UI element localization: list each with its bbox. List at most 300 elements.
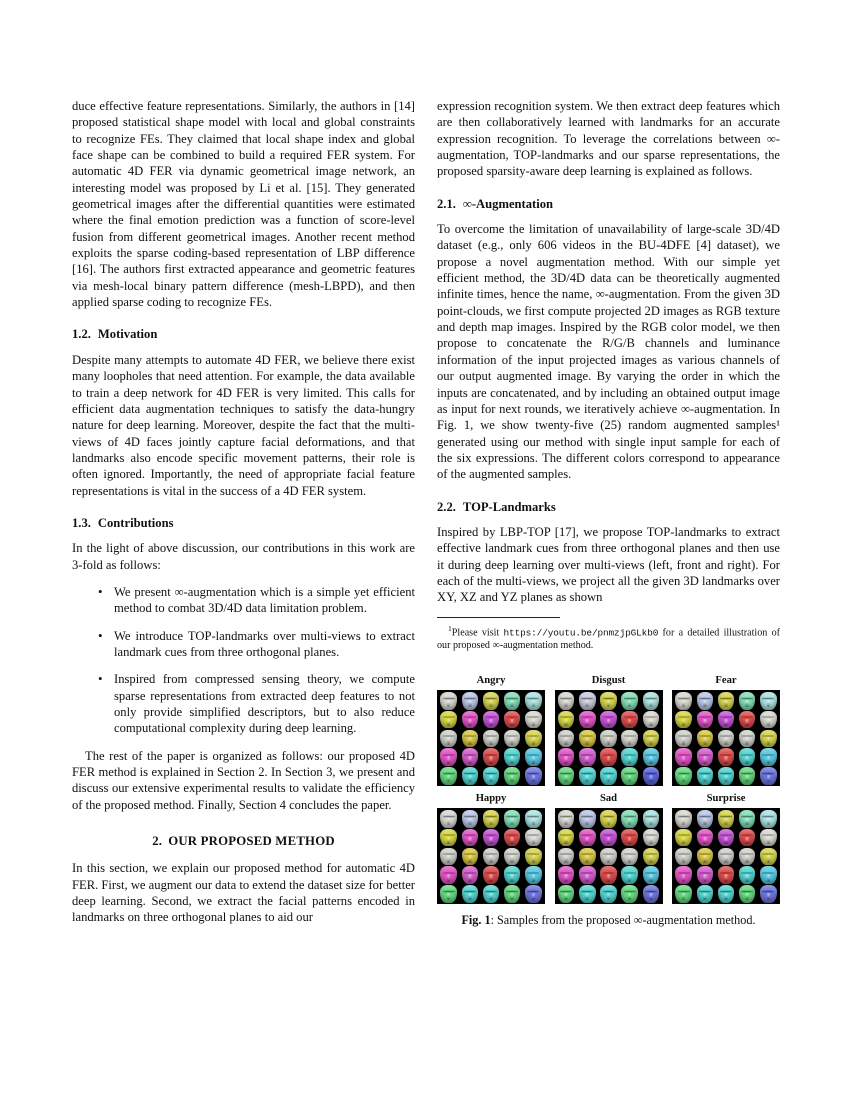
augmented-sample-cell <box>737 828 758 847</box>
augmented-sample-cell <box>598 748 619 767</box>
face-thumbnail <box>621 829 638 847</box>
augmented-sample-cell <box>556 767 577 786</box>
augmented-sample-cell <box>480 691 501 710</box>
augmented-sample-cell <box>577 710 598 729</box>
augmented-sample-cell <box>694 885 715 904</box>
figure-panel-angry <box>437 674 545 786</box>
face-thumbnail <box>579 711 596 729</box>
face-thumbnail <box>483 866 500 884</box>
footnote <box>437 622 780 653</box>
figure-row-bottom <box>437 792 780 904</box>
face-thumbnail <box>697 748 714 766</box>
augmented-sample-cell <box>480 866 501 885</box>
augmented-sample-cell <box>438 729 459 748</box>
face-thumbnail <box>600 711 617 729</box>
face-thumbnail <box>643 730 660 748</box>
face-thumbnail <box>440 885 457 903</box>
augmented-sample-cell <box>556 710 577 729</box>
figure-panel-sad <box>555 792 663 904</box>
sample-grid <box>672 690 780 786</box>
augmented-sample-cell <box>619 885 640 904</box>
face-thumbnail <box>504 848 521 866</box>
face-thumbnail <box>697 810 714 828</box>
face-thumbnail <box>579 848 596 866</box>
augmented-sample-cell <box>598 866 619 885</box>
face-thumbnail <box>483 730 500 748</box>
face-thumbnail <box>440 767 457 785</box>
augmented-sample-cell <box>640 691 661 710</box>
section-heading-contributions <box>72 515 415 531</box>
face-thumbnail <box>697 692 714 710</box>
augmented-sample-cell <box>737 809 758 828</box>
face-thumbnail <box>675 829 692 847</box>
face-thumbnail <box>600 866 617 884</box>
augmented-sample-cell <box>737 847 758 866</box>
face-thumbnail <box>621 848 638 866</box>
face-thumbnail <box>643 810 660 828</box>
face-thumbnail <box>643 767 660 785</box>
augmented-sample-cell <box>577 828 598 847</box>
augmented-sample-cell <box>758 767 779 786</box>
face-thumbnail <box>483 767 500 785</box>
augmented-sample-cell <box>459 748 480 767</box>
list-item <box>98 628 415 661</box>
face-thumbnail <box>462 748 479 766</box>
augmented-sample-cell <box>737 729 758 748</box>
two-column-layout <box>72 98 780 929</box>
face-thumbnail <box>440 810 457 828</box>
section-title: Contributions <box>97 515 174 530</box>
section-title: Motivation <box>97 327 158 342</box>
face-thumbnail <box>483 848 500 866</box>
face-thumbnail <box>718 692 735 710</box>
augmented-sample-cell <box>502 710 523 729</box>
panel-title: Angry <box>476 675 506 687</box>
face-thumbnail <box>600 730 617 748</box>
face-thumbnail <box>483 711 500 729</box>
face-thumbnail <box>621 767 638 785</box>
augmented-sample-cell <box>480 729 501 748</box>
face-thumbnail <box>525 848 542 866</box>
face-thumbnail <box>525 711 542 729</box>
face-thumbnail <box>558 810 575 828</box>
augmented-sample-cell <box>438 767 459 786</box>
augmented-sample-cell <box>438 847 459 866</box>
face-thumbnail <box>600 767 617 785</box>
face-thumbnail <box>643 885 660 903</box>
augmented-sample-cell <box>640 767 661 786</box>
face-thumbnail <box>675 730 692 748</box>
footnote-text-before: Please visit <box>451 626 504 638</box>
augmented-sample-cell <box>619 828 640 847</box>
augmented-sample-cell <box>502 767 523 786</box>
list-item-text: We present ∞-augmentation which is a simple yet efficient method to combat 3D/4D data limitation problem. <box>114 584 415 616</box>
panel-title: Disgust <box>591 675 626 687</box>
panel-title: Fear <box>715 675 737 687</box>
face-thumbnail <box>675 810 692 828</box>
face-thumbnail <box>675 885 692 903</box>
augmented-sample-cell <box>459 885 480 904</box>
section-title: TOP-Landmarks <box>462 499 556 514</box>
list-item <box>98 671 415 736</box>
augmented-sample-cell <box>598 809 619 828</box>
face-thumbnail <box>621 748 638 766</box>
augmented-sample-cell <box>438 691 459 710</box>
face-thumbnail <box>525 692 542 710</box>
face-thumbnail <box>718 848 735 866</box>
augmented-sample-cell <box>523 847 544 866</box>
face-thumbnail <box>621 866 638 884</box>
augmented-sample-cell <box>577 866 598 885</box>
face-thumbnail <box>760 829 777 847</box>
face-thumbnail <box>525 866 542 884</box>
augmented-sample-cell <box>758 691 779 710</box>
face-thumbnail <box>621 810 638 828</box>
face-thumbnail <box>440 711 457 729</box>
face-thumbnail <box>739 829 756 847</box>
face-thumbnail <box>525 767 542 785</box>
face-thumbnail <box>643 748 660 766</box>
face-thumbnail <box>462 848 479 866</box>
augmented-sample-cell <box>459 691 480 710</box>
face-thumbnail <box>675 748 692 766</box>
augmented-sample-cell <box>556 729 577 748</box>
augmented-sample-cell <box>619 748 640 767</box>
augmented-sample-cell <box>598 710 619 729</box>
augmented-sample-cell <box>459 729 480 748</box>
face-thumbnail <box>739 748 756 766</box>
figure-panel-fear <box>672 674 780 786</box>
section-title: OUR PROPOSED METHOD <box>168 834 335 849</box>
face-thumbnail <box>440 829 457 847</box>
augmented-sample-cell <box>598 729 619 748</box>
augmented-sample-cell <box>640 866 661 885</box>
face-thumbnail <box>483 829 500 847</box>
section-number: 1.3. <box>72 515 91 530</box>
face-thumbnail <box>697 767 714 785</box>
face-thumbnail <box>675 866 692 884</box>
section-number: 1.2. <box>72 327 91 342</box>
augmented-sample-cell <box>619 767 640 786</box>
paragraph-top-landmarks: Inspired by LBP-TOP [17], we propose TOP-landmarks to extract effective landmark cues from three orthogonal planes and then use it during deep learning over multi-views (left, front and right). For each of the multi-views, we project all the given 3D landmarks over XY, XZ and YZ planes as shown <box>437 524 780 605</box>
footnote-url-link[interactable]: https://youtu.be/pnmzjpGLkb0 <box>503 626 659 638</box>
augmented-sample-cell <box>737 885 758 904</box>
face-thumbnail <box>600 748 617 766</box>
section-number: 2. <box>152 834 163 849</box>
augmented-sample-cell <box>694 809 715 828</box>
augmented-sample-cell <box>640 729 661 748</box>
augmented-sample-cell <box>480 828 501 847</box>
augmented-sample-cell <box>694 710 715 729</box>
face-thumbnail <box>718 885 735 903</box>
augmented-sample-cell <box>640 885 661 904</box>
augmented-sample-cell <box>577 748 598 767</box>
face-thumbnail <box>579 730 596 748</box>
augmented-sample-cell <box>459 847 480 866</box>
face-thumbnail <box>440 866 457 884</box>
section-heading-top-landmarks <box>437 499 780 515</box>
augmented-sample-cell <box>758 828 779 847</box>
face-thumbnail <box>697 866 714 884</box>
face-thumbnail <box>739 767 756 785</box>
augmented-sample-cell <box>438 885 459 904</box>
augmented-sample-cell <box>556 885 577 904</box>
augmented-sample-cell <box>502 729 523 748</box>
face-thumbnail <box>739 810 756 828</box>
panel-title: Surprise <box>706 793 746 805</box>
augmented-sample-cell <box>694 729 715 748</box>
face-thumbnail <box>558 829 575 847</box>
augmented-sample-cell <box>502 691 523 710</box>
face-thumbnail <box>525 730 542 748</box>
sample-grid <box>437 808 545 904</box>
face-thumbnail <box>504 829 521 847</box>
face-thumbnail <box>504 810 521 828</box>
paragraph-proposed-method: In this section, we explain our proposed method for automatic 4D FER. First, we augment our data to extend the dataset size for better deep learning. Second, we extract the facial patterns encoded in landmarks on three orthogonal planes to aid our <box>72 861 415 925</box>
augmented-sample-cell <box>502 828 523 847</box>
face-thumbnail <box>558 866 575 884</box>
augmented-sample-cell <box>577 691 598 710</box>
augmented-sample-cell <box>673 828 694 847</box>
augmented-sample-cell <box>758 847 779 866</box>
face-thumbnail <box>558 730 575 748</box>
face-thumbnail <box>675 692 692 710</box>
face-thumbnail <box>697 711 714 729</box>
paragraph-paper-organization: The rest of the paper is organized as follows: our proposed 4D FER method is explained in Section 2. In Section 3, we present and discuss our extensive experimental results to validate the efficiency of the proposed method. Finally, Section 4 concludes the paper. <box>72 748 415 812</box>
panel-title: Happy <box>475 793 507 805</box>
face-thumbnail <box>621 885 638 903</box>
figure-caption <box>437 913 780 929</box>
face-thumbnail <box>600 829 617 847</box>
face-thumbnail <box>697 730 714 748</box>
section-heading-proposed-method <box>72 833 415 849</box>
face-thumbnail <box>558 711 575 729</box>
paragraph-motivation: Despite many attempts to automate 4D FER, we believe there exist many loopholes that need attention. For example, the data available to train a deep network for 4D FER is very limited. This calls for efficient data augmentation techniques to satisfy the data-hungry nature for deep learning. Moreover, despite the fact that the multi-views of 4D faces jointly capture facial deformations, and that landmarks also encode specific movement patterns, their role is often ignored. Importantly, the need of appropriate facial feature representations is vital in the success of a 4D FER system. <box>72 352 415 498</box>
face-thumbnail <box>504 885 521 903</box>
augmented-sample-cell <box>619 691 640 710</box>
augmented-sample-cell <box>523 710 544 729</box>
augmented-sample-cell <box>758 748 779 767</box>
augmented-sample-cell <box>640 748 661 767</box>
face-thumbnail <box>462 692 479 710</box>
face-thumbnail <box>483 885 500 903</box>
panel-title: Sad <box>599 793 618 805</box>
footnote-marker: 1 <box>448 623 452 633</box>
face-thumbnail <box>462 730 479 748</box>
augmented-sample-cell <box>598 847 619 866</box>
augmented-sample-cell <box>715 691 736 710</box>
augmented-sample-cell <box>694 847 715 866</box>
augmented-sample-cell <box>673 729 694 748</box>
augmented-sample-cell <box>502 847 523 866</box>
augmented-sample-cell <box>619 729 640 748</box>
face-thumbnail <box>579 692 596 710</box>
augmented-sample-cell <box>619 866 640 885</box>
face-thumbnail <box>760 866 777 884</box>
face-thumbnail <box>718 810 735 828</box>
face-thumbnail <box>483 748 500 766</box>
augmented-sample-cell <box>523 866 544 885</box>
face-thumbnail <box>558 885 575 903</box>
sample-grid <box>672 808 780 904</box>
augmented-sample-cell <box>619 710 640 729</box>
face-thumbnail <box>579 810 596 828</box>
augmented-sample-cell <box>715 847 736 866</box>
augmented-sample-cell <box>694 691 715 710</box>
face-thumbnail <box>483 810 500 828</box>
face-thumbnail <box>643 692 660 710</box>
face-thumbnail <box>440 848 457 866</box>
augmented-sample-cell <box>673 691 694 710</box>
face-thumbnail <box>760 692 777 710</box>
augmented-sample-cell <box>737 767 758 786</box>
augmented-sample-cell <box>694 767 715 786</box>
augmented-sample-cell <box>523 748 544 767</box>
face-thumbnail <box>558 767 575 785</box>
augmented-sample-cell <box>459 866 480 885</box>
face-thumbnail <box>440 748 457 766</box>
section-title: ∞-Augmentation <box>462 196 554 211</box>
sample-grid <box>555 690 663 786</box>
augmented-sample-cell <box>502 748 523 767</box>
face-thumbnail <box>718 711 735 729</box>
augmented-sample-cell <box>556 809 577 828</box>
augmented-sample-cell <box>715 866 736 885</box>
augmented-sample-cell <box>715 729 736 748</box>
face-thumbnail <box>525 748 542 766</box>
augmented-sample-cell <box>556 691 577 710</box>
face-thumbnail <box>697 829 714 847</box>
augmented-sample-cell <box>640 828 661 847</box>
augmented-sample-cell <box>577 729 598 748</box>
augmented-sample-cell <box>480 847 501 866</box>
face-thumbnail <box>504 711 521 729</box>
augmented-sample-cell <box>673 866 694 885</box>
face-thumbnail <box>462 885 479 903</box>
figure-panel-surprise <box>672 792 780 904</box>
face-thumbnail <box>675 767 692 785</box>
face-thumbnail <box>760 885 777 903</box>
augmented-sample-cell <box>758 885 779 904</box>
augmented-sample-cell <box>556 828 577 847</box>
face-thumbnail <box>440 692 457 710</box>
section-heading-augmentation <box>437 196 780 212</box>
sample-grid <box>437 690 545 786</box>
face-thumbnail <box>739 885 756 903</box>
sample-grid <box>555 808 663 904</box>
augmented-sample-cell <box>438 748 459 767</box>
augmented-sample-cell <box>577 847 598 866</box>
face-thumbnail <box>600 848 617 866</box>
face-thumbnail <box>718 829 735 847</box>
augmented-sample-cell <box>640 710 661 729</box>
augmented-sample-cell <box>438 809 459 828</box>
augmented-sample-cell <box>673 748 694 767</box>
face-thumbnail <box>675 711 692 729</box>
face-thumbnail <box>600 810 617 828</box>
face-thumbnail <box>462 829 479 847</box>
figure-row-top <box>437 674 780 786</box>
face-thumbnail <box>504 748 521 766</box>
face-thumbnail <box>643 711 660 729</box>
augmented-sample-cell <box>556 847 577 866</box>
augmented-sample-cell <box>715 809 736 828</box>
augmented-sample-cell <box>640 847 661 866</box>
face-thumbnail <box>440 730 457 748</box>
figure-label: Fig. 1 <box>461 913 491 928</box>
face-thumbnail <box>621 730 638 748</box>
face-thumbnail <box>739 711 756 729</box>
face-thumbnail <box>621 692 638 710</box>
face-thumbnail <box>643 866 660 884</box>
augmented-sample-cell <box>758 729 779 748</box>
figure-panel-disgust <box>555 674 663 786</box>
augmented-sample-cell <box>619 809 640 828</box>
augmented-sample-cell <box>523 691 544 710</box>
face-thumbnail <box>504 692 521 710</box>
face-thumbnail <box>504 767 521 785</box>
augmented-sample-cell <box>715 767 736 786</box>
augmented-sample-cell <box>459 710 480 729</box>
augmented-sample-cell <box>715 748 736 767</box>
augmented-sample-cell <box>598 885 619 904</box>
augmented-sample-cell <box>480 748 501 767</box>
augmented-sample-cell <box>619 847 640 866</box>
face-thumbnail <box>525 810 542 828</box>
augmented-sample-cell <box>438 710 459 729</box>
bullet-icon: • <box>98 627 103 643</box>
list-item-text: Inspired from compressed sensing theory, we compute sparse representations from extracted deep features to not only provide simplified descriptors, but to also reduce computational complexity during deep learning. <box>114 672 415 736</box>
augmented-sample-cell <box>694 828 715 847</box>
face-thumbnail <box>525 829 542 847</box>
face-thumbnail <box>697 885 714 903</box>
augmented-sample-cell <box>673 885 694 904</box>
footnote-text-after: for a detailed illustration of our proposed ∞-augmentation method. <box>437 626 780 652</box>
augmented-sample-cell <box>598 767 619 786</box>
augmented-sample-cell <box>502 885 523 904</box>
augmented-sample-cell <box>673 809 694 828</box>
augmented-sample-cell <box>556 866 577 885</box>
face-thumbnail <box>462 810 479 828</box>
face-thumbnail <box>760 748 777 766</box>
face-thumbnail <box>579 748 596 766</box>
face-thumbnail <box>643 848 660 866</box>
contributions-list <box>72 584 415 737</box>
augmented-sample-cell <box>502 866 523 885</box>
augmented-sample-cell <box>694 748 715 767</box>
face-thumbnail <box>558 848 575 866</box>
face-thumbnail <box>739 866 756 884</box>
section-heading-motivation <box>72 326 415 342</box>
paragraph-continued-right: expression recognition system. We then extract deep features which are then collaboratively learned with landmarks for an accurate expression recognition. To leverage the correlations between ∞-augmentation, TOP-landmarks and our sparse representations, the proposed sparsity-aware deep learning is explained as follows. <box>437 99 780 179</box>
face-thumbnail <box>600 692 617 710</box>
section-number: 2.2. <box>437 499 456 514</box>
face-thumbnail <box>718 748 735 766</box>
face-thumbnail <box>621 711 638 729</box>
augmented-sample-cell <box>577 809 598 828</box>
face-thumbnail <box>739 692 756 710</box>
figure-1 <box>437 674 780 929</box>
face-thumbnail <box>718 767 735 785</box>
augmented-sample-cell <box>523 828 544 847</box>
face-thumbnail <box>558 748 575 766</box>
face-thumbnail <box>462 711 479 729</box>
augmented-sample-cell <box>598 828 619 847</box>
augmented-sample-cell <box>480 885 501 904</box>
face-thumbnail <box>739 848 756 866</box>
augmented-sample-cell <box>523 885 544 904</box>
face-thumbnail <box>718 730 735 748</box>
